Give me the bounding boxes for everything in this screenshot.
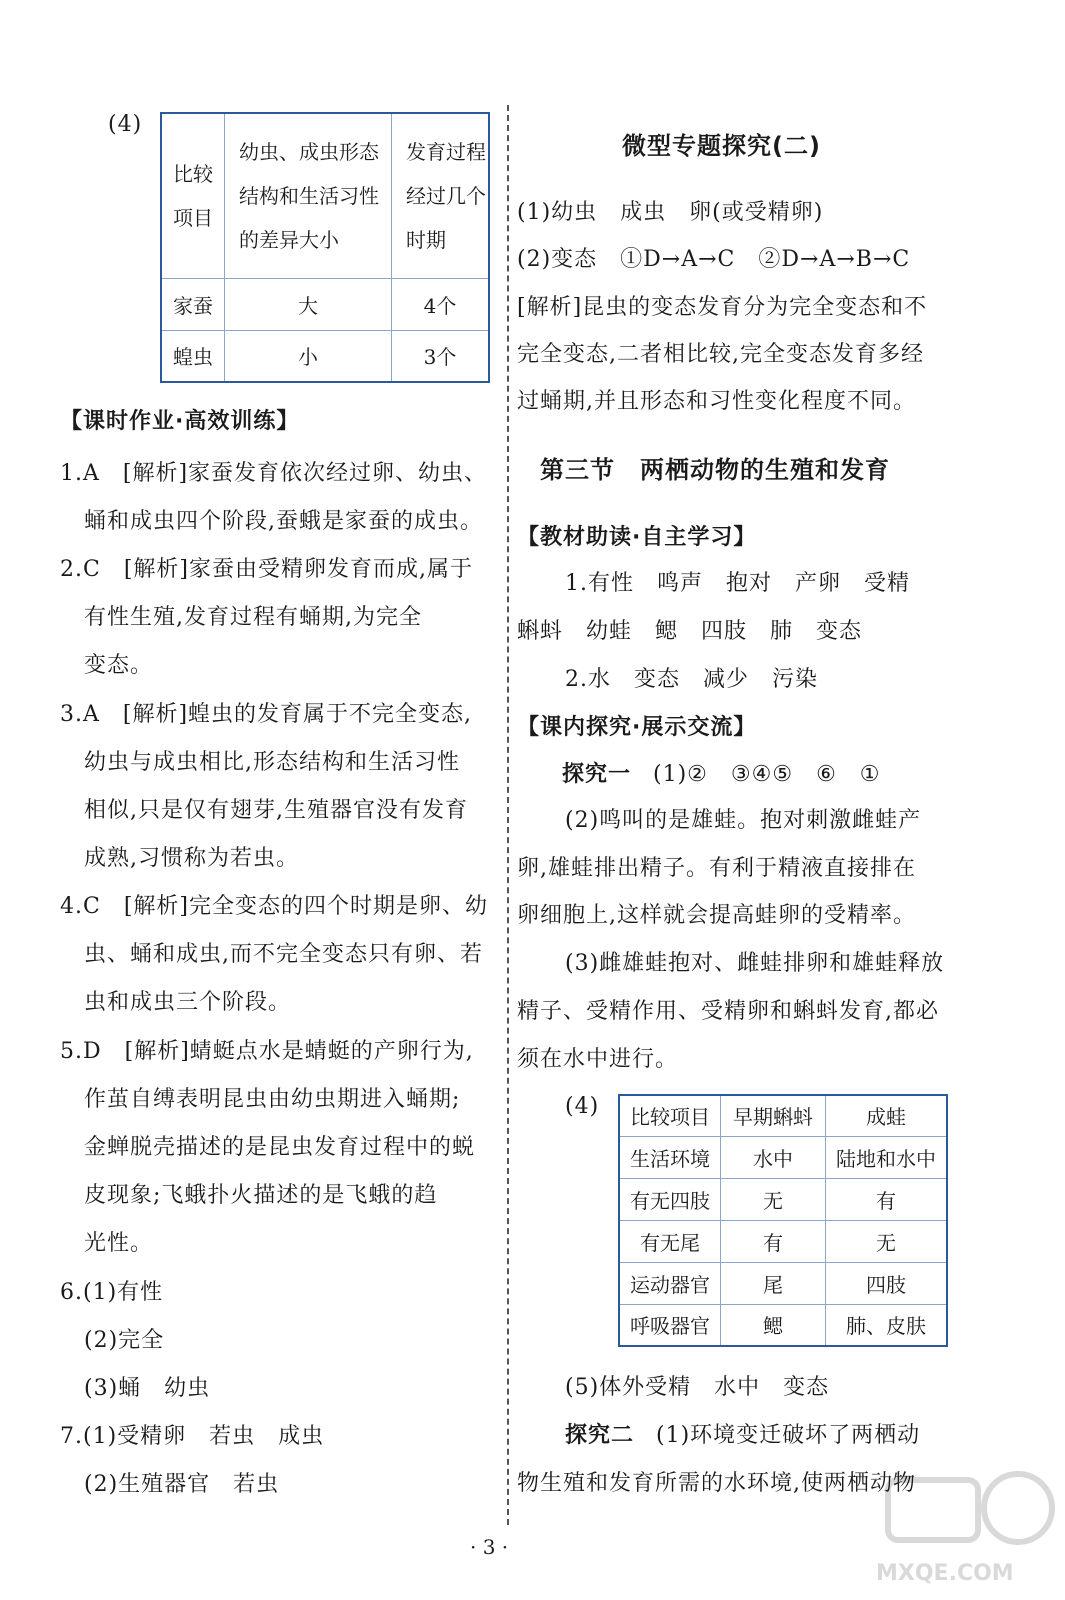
explore2-answer: (1)环境变迁破坏了两栖动: [656, 1423, 921, 1448]
section-title-explore: 【课内探究·展示交流】: [517, 715, 757, 740]
table1-header-cell: [225, 113, 392, 278]
section-title-homework: 【课时作业·高效训练】: [60, 409, 300, 434]
reading-line: 1.有性 鸣声 抱对 产卵 受精: [565, 571, 910, 596]
table1-header-cell: [161, 113, 225, 278]
chapter-title: 第三节 两栖动物的生殖和发育: [540, 456, 890, 484]
table1-header-line: 的差异大小: [239, 227, 339, 252]
column-divider: [507, 105, 509, 1525]
answer-line: 1.A [解析]家蚕发育依次经过卵、幼虫、: [60, 461, 488, 486]
answer-line: 变态。: [84, 653, 154, 678]
table2-cell: 尾: [721, 1262, 826, 1304]
table2-cell: 有无尾: [619, 1220, 721, 1262]
table2-cell: 生活环境: [619, 1136, 721, 1178]
answer-line: (3)蛹 幼虫: [84, 1376, 211, 1401]
topic-line: 过蛹期,并且形态和习性变化程度不同。: [517, 389, 916, 414]
explore1-answer: (1)② ③④⑤ ⑥ ①: [653, 762, 881, 787]
table2-cell: 无: [826, 1220, 948, 1262]
table2-cell: 陆地和水中: [826, 1136, 948, 1178]
table2-header-cell: 成蛙: [826, 1095, 948, 1136]
table1-header-line: 发育过程: [406, 139, 486, 164]
section-title-reading: 【教材助读·自主学习】: [517, 525, 757, 550]
table1-header-line: 幼虫、成虫形态: [239, 139, 379, 164]
table2-cell: 水中: [721, 1136, 826, 1178]
explore1-line: 须在水中进行。: [517, 1047, 679, 1072]
explore1-line: 卵,雄蛙排出精子。有利于精液直接排在: [517, 856, 916, 881]
table1-cell: 大: [225, 278, 392, 330]
topic-line: (2)变态 ①D→A→C ②D→A→B→C: [517, 247, 911, 272]
answer-line: 光性。: [84, 1231, 154, 1256]
table1-cell: 小: [225, 330, 392, 382]
table1-header-line: 时期: [406, 227, 446, 252]
table2-cell: 运动器官: [619, 1262, 721, 1304]
table2-label: (4): [565, 1094, 600, 1119]
answer-line: 皮现象;飞蛾扑火描述的是飞蛾的趋: [84, 1183, 438, 1208]
answer-line: 幼虫与成虫相比,形态结构和生活习性: [84, 750, 460, 775]
answer-line: 5.D [解析]蜻蜓点水是蜻蜓的产卵行为,: [60, 1039, 474, 1064]
table2-cell: 呼吸器官: [619, 1304, 721, 1346]
answer-line: 7.(1)受精卵 若虫 成虫: [60, 1424, 325, 1449]
answer-line: (2)完全: [84, 1328, 165, 1353]
topic-title: 微型专题探究(二): [622, 132, 821, 160]
topic-line: (1)幼虫 成虫 卵(或受精卵): [517, 200, 824, 225]
table2-cell: 有无四肢: [619, 1178, 721, 1220]
table-insect-comparison: [160, 112, 490, 383]
table1-cell: 4个: [392, 278, 490, 330]
explore2-row: [565, 1418, 920, 1449]
table1-cell: 家蚕: [161, 278, 225, 330]
table2-cell: 有: [721, 1220, 826, 1262]
table1-header-line: 结构和生活习性: [239, 183, 379, 208]
explore1-line: (2)鸣叫的是雄蛙。抱对刺激雌蛙产: [565, 808, 922, 833]
explore1-line: (3)雌雄蛙抱对、雌蛙排卵和雄蛙释放: [565, 951, 945, 976]
table1-header-line: 比较: [173, 161, 213, 186]
table2-cell: 有: [826, 1178, 948, 1220]
answer-line: 有性生殖,发育过程有蛹期,为完全: [84, 605, 422, 630]
table2-header-cell: 比较项目: [619, 1095, 721, 1136]
watermark-text: MXQE.COM: [876, 1561, 1014, 1586]
explore2-label: 探究二: [565, 1423, 635, 1448]
answer-line: 蛹和成虫四个阶段,蚕蛾是家蚕的成虫。: [84, 509, 483, 534]
table1-header-cell: [392, 113, 490, 278]
topic-line: [解析]昆虫的变态发育分为完全变态和不: [517, 295, 928, 320]
table2-cell: 四肢: [826, 1262, 948, 1304]
table1-header-line: 经过几个: [406, 183, 486, 208]
answer-line: 4.C [解析]完全变态的四个时期是卵、幼: [60, 894, 488, 919]
table1-cell: 蝗虫: [161, 330, 225, 382]
explore1-line: 精子、受精作用、受精卵和蝌蚪发育,都必: [517, 999, 939, 1024]
explore1-label: 探究一: [562, 762, 632, 787]
explore2-line: 物生殖和发育所需的水环境,使两栖动物: [517, 1471, 916, 1496]
table2-cell: 肺、皮肤: [826, 1304, 948, 1346]
reading-line: 蝌蚪 幼蛙 鳃 四肢 肺 变态: [517, 619, 863, 644]
answer-line: 6.(1)有性: [60, 1280, 164, 1305]
answer-line: 作茧自缚表明昆虫由幼虫期进入蛹期;: [84, 1087, 461, 1112]
table-frog-comparison: [618, 1094, 948, 1347]
reading-line: 2.水 变态 减少 污染: [565, 667, 818, 692]
answer-line: 虫和成虫三个阶段。: [84, 990, 292, 1015]
table1-label: (4): [108, 112, 143, 137]
table1-header-line: 项目: [173, 205, 213, 230]
table2-header-cell: 早期蝌蚪: [721, 1095, 826, 1136]
explore1-row: [562, 757, 881, 788]
watermark-logo-icon: [868, 1460, 1058, 1590]
answer-line-5: (5)体外受精 水中 变态: [565, 1375, 830, 1400]
table1-cell: 3个: [392, 330, 490, 382]
answer-line: 成熟,习惯称为若虫。: [84, 846, 299, 871]
answer-line: 3.A [解析]蝗虫的发育属于不完全变态,: [60, 702, 473, 727]
answer-line: 虫、蛹和成虫,而不完全变态只有卵、若: [84, 942, 483, 967]
answer-line: 2.C [解析]家蚕由受精卵发育而成,属于: [60, 557, 473, 582]
answer-line: 金蝉脱壳描述的是昆虫发育过程中的蜕: [84, 1135, 476, 1160]
page-number: · 3 ·: [470, 1535, 509, 1559]
topic-line: 完全变态,二者相比较,完全变态发育多经: [517, 342, 924, 367]
explore1-line: 卵细胞上,这样就会提高蛙卵的受精率。: [517, 903, 916, 928]
answer-line: 相似,只是仅有翅芽,生殖器官没有发育: [84, 798, 468, 823]
table2-cell: 鳃: [721, 1304, 826, 1346]
table2-cell: 无: [721, 1178, 826, 1220]
answer-line: (2)生殖器官 若虫: [84, 1472, 280, 1497]
